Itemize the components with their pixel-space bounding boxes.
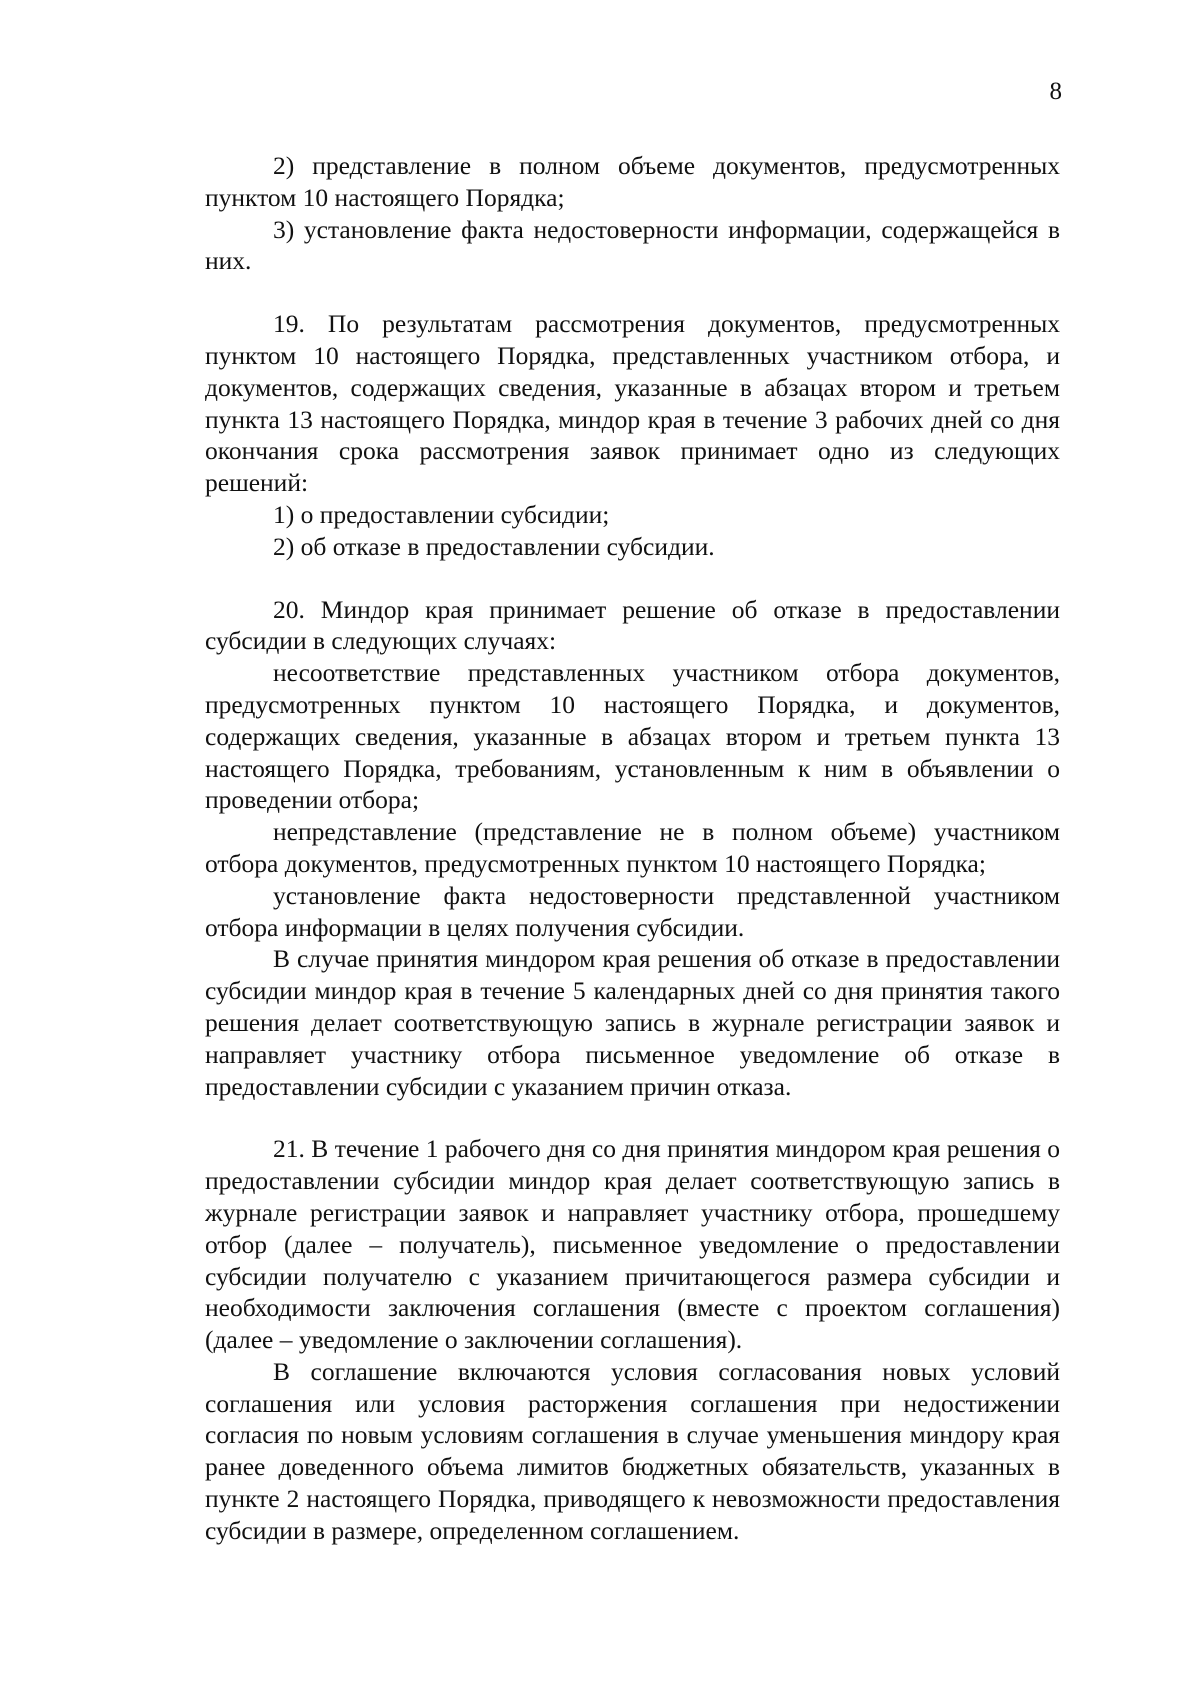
paragraph-decision-grant: 1) о предоставлении субсидии;	[273, 499, 610, 529]
paragraph-agreement-terms: В соглашение включаются условия согласования новых условий соглашения или условия расторжения соглашения при недостижении согласия по новым условиям соглашения в случае уменьшения миндору края ранее доведенного объема лимитов бюджетных обязательств, указанных в пункте 2 настоящего Порядка, приводящего к невозможности предоставления субсидии в размере, определенном соглашением.	[205, 1356, 1060, 1545]
paragraph-refusal-notice: В случае принятия миндором края решения об отказе в предоставлении субсидии миндор края в течение 5 календарных дней со дня принятия такого решения делает соответствующую запись в журнале регистрации заявок и направляет участнику отбора письменное уведомление об отказе в предоставлении субсидии с указанием причин отказа.	[205, 944, 1060, 1101]
paragraph-refusal-reason-1: несоответствие представленных участником отбора документов, предусмотренных пунктом 10 настоящего Порядка, и документов, содержащих сведения, указанные в абзацах втором и третьем пункта 13 настоящего Порядка, требованиям, установленным к ним в объявлении о проведении отбора;	[205, 658, 1060, 815]
paragraph-clause-21: 21. В течение 1 рабочего дня со дня принятия миндором края решения о предоставлении субсидии миндор края делает соответствующую запись в журнале регистрации заявок и направляет участнику отбора, прошедшему отбор (далее – получатель), письменное уведомление о предоставлении субсидии получателю с указанием причитающегося размера субсидии и необходимости заключения соглашения (вместе с проектом соглашения) (далее – уведомление о заключении соглашения).	[205, 1134, 1060, 1355]
paragraph-item-3: 3) установление факта недостоверности информации, содержащейся в них.	[205, 214, 1060, 276]
page-number: 8	[1049, 78, 1062, 105]
paragraph-refusal-reason-3: установление факта недостоверности представленной участником отбора информации в целях получения субсидии.	[205, 880, 1060, 942]
paragraph-item-2: 2) представление в полном объеме документов, предусмотренных пунктом 10 настоящего Порядка;	[205, 151, 1060, 212]
paragraph-clause-19: 19. По результатам рассмотрения документов, предусмотренных пунктом 10 настоящего Порядка, представленных участником отбора, и документов, содержащих сведения, указанные в абзацах втором и третьем пункта 13 настоящего Порядка, миндор края в течение 3 рабочих дней со дня окончания срока рассмотрения заявок принимает одно из следующих решений:	[205, 309, 1060, 498]
document-body	[205, 150, 1060, 1547]
paragraph-clause-20: 20. Миндор края принимает решение об отказе в предоставлении субсидии в следующих случаях:	[205, 594, 1060, 656]
paragraph-refusal-reason-2: непредставление (представление не в полном объеме) участником отбора документов, предусмотренных пунктом 10 настоящего Порядка;	[205, 817, 1060, 878]
paragraph-decision-refuse: 2) об отказе в предоставлении субсидии.	[273, 531, 715, 561]
